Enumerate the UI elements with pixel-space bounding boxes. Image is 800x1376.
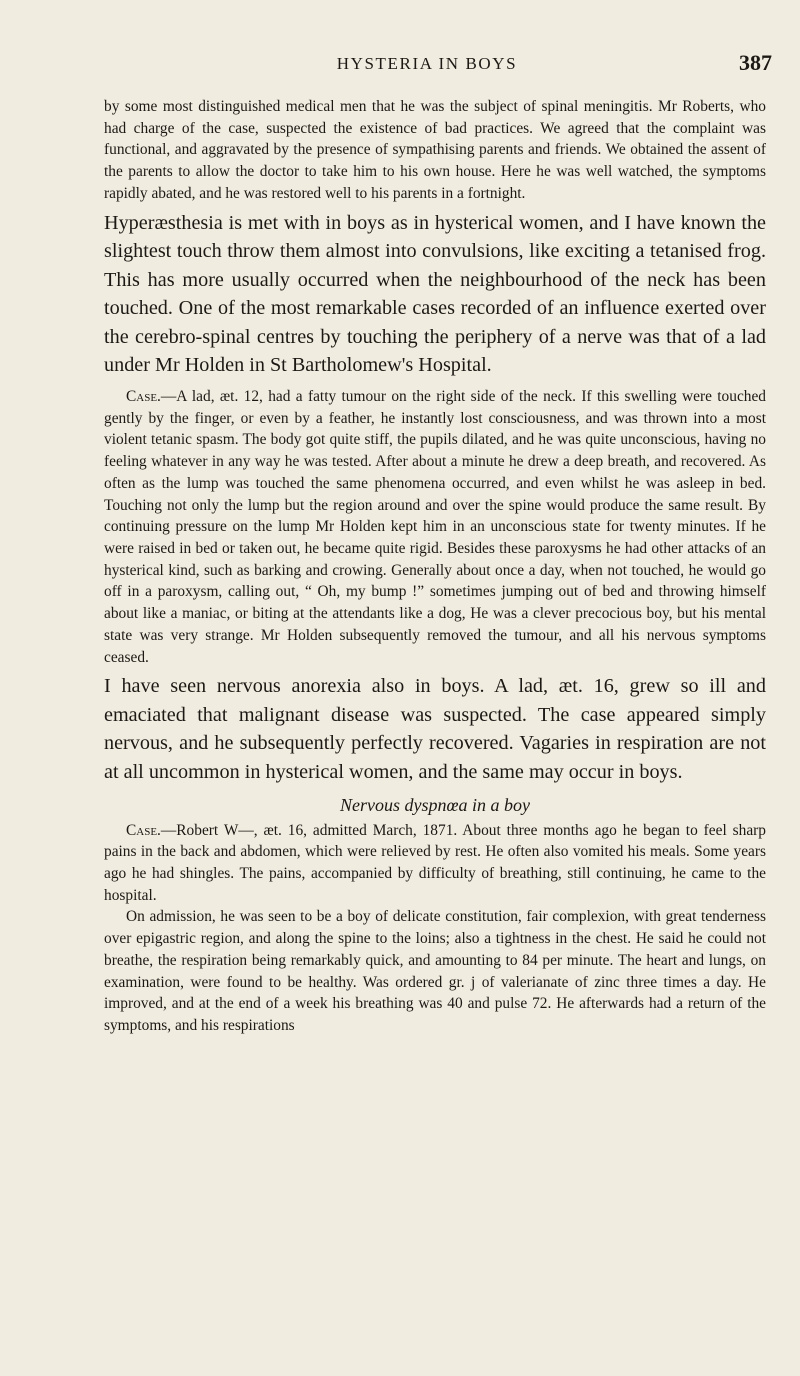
case-robert-w <box>104 820 766 907</box>
case-text: —A lad, æt. 12, had a fatty tumour on the right side of the neck. If this swelling were touched gently by the finger, or even by a feather, he instantly lost consciousness, and was thrown into a most violent tetanic spasm. The body got quite stiff, the pupils dilated, and he was quite unconscious, having no feeling whatever in any way he was tested. After about a minute he drew a deep breath, and recovered. As often as the lump was touched the same phenomena occurred, and even whilst he was asleep in bed. Touching not only the lump but the region around and over the spine would produce the same result. By continuing pressure on the lump Mr Holden kept him in an unconscious state for twenty minutes. If he were raised in bed or taken out, he became quite rigid. Besides these paroxysms he had other attacks of an hysterical kind, such as barking and crowing. Generally about once a day, when not touched, he would go off in a paroxysm, calling out, “ Oh, my bump !” sometimes jumping out of bed and throwing himself about like a maniac, or biting at the attendants like a dog, He was a clever precocious boy, but his mental state was very strange. Mr Holden subsequently removed the tumour, and all his nervous symptoms ceased. <box>104 388 766 666</box>
page-body <box>104 96 766 1037</box>
paragraph-hyperaesthesia: Hyperæsthesia is met with in boys as in hysterical women, and I have known the slightest touch throw them almost into convulsions, like exciting a tetanised frog. This has more usually occurred when the neighbourhood of the neck has been touched. One of the most remarkable cases recorded of an influence exerted over the cerebro-spinal centres by touching the periphery of a nerve was that of a lad under Mr Holden in St Bartholomew's Hospital. <box>104 211 766 377</box>
case-label: Case. <box>126 821 161 839</box>
paragraph-nervous-anorexia: I have seen nervous anorexia also in boys. A lad, æt. 16, grew so ill and emaciated that malignant disease was suspected. The case appeared simply nervous, and he subsequently perfectly recovered. Vagaries in respiration are not at all uncommon in hysterical women, and the same may occur in boys. <box>104 675 766 783</box>
paragraph-spinal-meningitis: by some most distinguished medical men that he was the subject of spinal meningitis. Mr Roberts, who had charge of the case, suspected the existence of bad practices. We agreed that the complaint was functional, and aggravated by the presence of sympathising parents and friends. We obtained the assent of the parents to allow the doctor to take him to his own house. Here he was well watched, the symptoms rapidly abated, and he was restored well to his parents in a fortnight. <box>104 98 766 202</box>
section-heading: Nervous dyspnœa in a boy <box>340 794 530 815</box>
case-label: Case. <box>126 388 161 406</box>
page-header <box>82 50 772 80</box>
case-text: —Robert W—, æt. 16, admitted March, 1871. About three months ago he began to feel sharp pains in the back and abdomen, which were relieved by rest. He often also vomited his meals. Some years ago he had shingles. The pains, accompanied by difficulty of breathing, still continuing, he came to the hospital. <box>104 821 766 904</box>
page-number: 387 <box>739 50 772 75</box>
running-head: HYSTERIA IN BOYS <box>336 54 518 73</box>
paragraph-on-admission: On admission, he was seen to be a boy of delicate constitution, fair complexion, with great tenderness over epigastric region, and along the spine to the loins; also a tightness in the chest. He said he could not breathe, the respiration being remarkably quick, and amounting to 84 per minute. The heart and lungs, on examination, were found to be healthy. Was ordered gr. j of valerianate of zinc three times a day. He improved, and at the end of a week his breathing was 40 and pulse 72. He afterwards had a return of the symptoms, and his respirations <box>104 908 766 1034</box>
case-fatty-tumour <box>104 386 766 668</box>
